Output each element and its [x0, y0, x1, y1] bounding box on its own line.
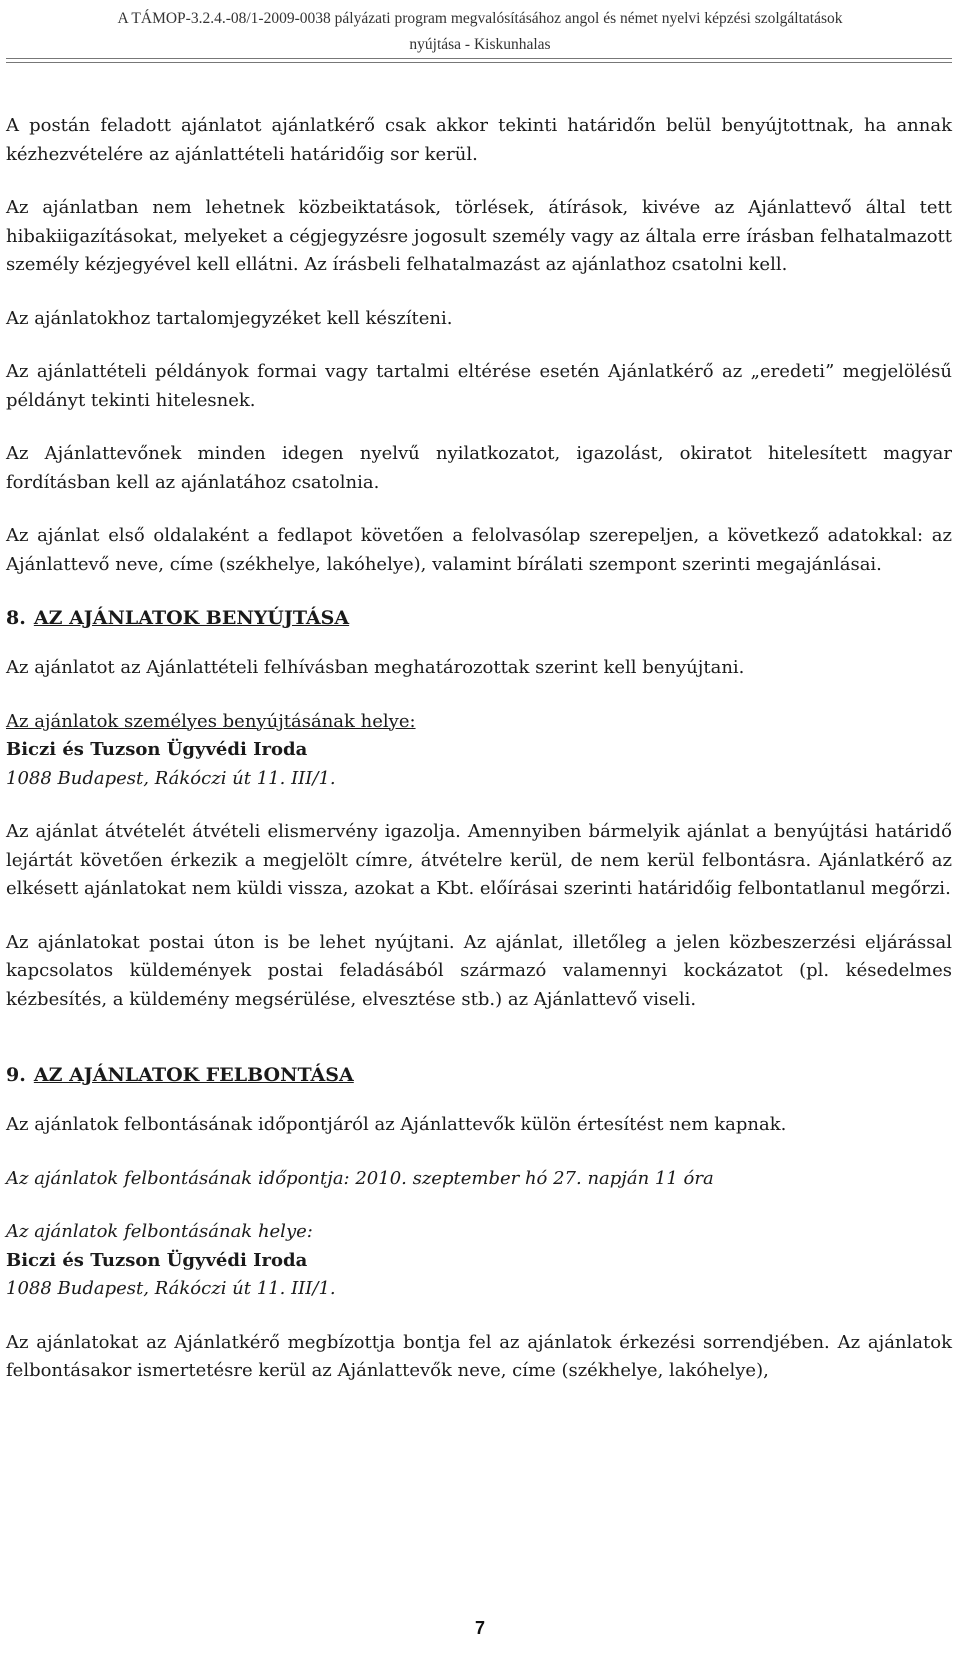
paragraph-opening-procedure: Az ajánlatokat az Ajánlatkérő megbízottja bontja fel az ajánlatok érkezési sorrendjében. Az ajánlatok felbontásakor ismertetésre kerül az Ajánlattevők neve, címe (székhelye, lakóhelye), [6, 1331, 952, 1381]
submission-place-label: Az ajánlatok személyes benyújtásának helye: [6, 710, 416, 732]
paragraph-table-of-contents: Az ajánlatokhoz tartalomjegyzéket kell készíteni. [6, 307, 453, 329]
section-8-intro: Az ajánlatot az Ajánlattételi felhívásban meghatározottak szerint kell benyújtani. [6, 657, 745, 678]
submission-place-block [6, 708, 952, 794]
section-8-heading [6, 604, 952, 632]
opening-place-block [6, 1218, 952, 1304]
paragraph-receipt: Az ajánlat átvételét átvételi elismervény igazolja. Amennyiben bármelyik ajánlat a benyújtási határidő lejártát követően érkezik a megjelölt címre, átvételre kerül, de nem kerül felbontásra. Ajánlatkérő az elkésett ajánlatokat nem küldi vissza, azokat a Kbt. előírásai szerinti határidőig felbontatlanul megőrzi. [6, 821, 952, 899]
document-body [6, 112, 952, 1411]
paragraph-postal-submission: Az ajánlatokat postai úton is be lehet nyújtani. Az ajánlat, illetőleg a jelen közbeszerzési eljárással kapcsolatos küldemények postai feladásából származó valamennyi kockázatot (pl. késedelmes kézbesítés, a küldemény megsérülése, elvesztése stb.) az Ajánlattevő viseli. [6, 931, 952, 1010]
section-8-title: AZ AJÁNLATOK BENYÚJTÁSA [33, 607, 350, 629]
header-rule [6, 58, 952, 59]
page-number: 7 [474, 1618, 485, 1638]
paragraph-postal-deadline: A postán feladott ajánlatot ajánlatkérő csak akkor tekinti határidőn belül benyújtottnak, ha annak kézhezvételére az ajánlattételi határidőig sor kerül. [6, 115, 952, 165]
opening-date-line: Az ajánlatok felbontásának időpontja: 2010. szeptember hó 27. napján 11 óra [6, 1167, 714, 1189]
section-9-heading [6, 1061, 952, 1089]
page-header [0, 6, 960, 58]
submission-firm-name: Biczi és Tuzson Ügyvédi Iroda [6, 739, 308, 760]
paragraph-corrections: Az ajánlatban nem lehetnek közbeiktatások, törlések, átírások, kivéve az Ajánlattevő által tett hibakiigazításokat, melyeket a cégjegyzésre jogosult személy vagy az általa erre írásban felhatalmazott személy kézjegyével kell ellátni. Az írásbeli felhatalmazást az ajánlathoz csatolni kell. [6, 197, 952, 275]
opening-firm-name: Biczi és Tuzson Ügyvédi Iroda [6, 1249, 308, 1271]
submission-address: 1088 Budapest, Rákóczi út 11. III/1. [6, 767, 336, 789]
header-line-1: A TÁMOP-3.2.4.-08/1-2009-0038 pályázati program megvalósításához angol és német nyelvi képzési szolgáltatások [117, 10, 843, 27]
section-9-intro: Az ajánlatok felbontásának időpontjáról az Ajánlattevők külön értesítést nem kapnak. [6, 1114, 787, 1135]
header-line-2: nyújtása - Kiskunhalas [409, 36, 551, 53]
header-rule-double [6, 62, 952, 63]
section-8-number: 8. [6, 607, 26, 629]
opening-address: 1088 Budapest, Rákóczi út 11. III/1. [6, 1278, 336, 1299]
section-9-title: AZ AJÁNLATOK FELBONTÁSA [33, 1064, 354, 1086]
paragraph-cover-page: Az ajánlat első oldalaként a fedlapot követően a felolvasólap szerepeljen, a következő adatokkal: az Ajánlattevő neve, címe (székhelye, lakóhelye), valamint bírálati szempont szerinti megajánlásai. [6, 525, 952, 575]
paragraph-original-copy: Az ajánlattételi példányok formai vagy tartalmi eltérése esetén Ajánlatkérő az „eredeti” megjelölésű példányt tekinti hitelesnek. [6, 361, 952, 411]
section-9-number: 9. [6, 1064, 26, 1086]
opening-place-label: Az ajánlatok felbontásának helye: [6, 1221, 313, 1242]
paragraph-translation: Az Ajánlattevőnek minden idegen nyelvű nyilatkozatot, igazolást, okiratot hitelesített magyar fordításban kell az ajánlatához csatolnia. [6, 443, 952, 493]
